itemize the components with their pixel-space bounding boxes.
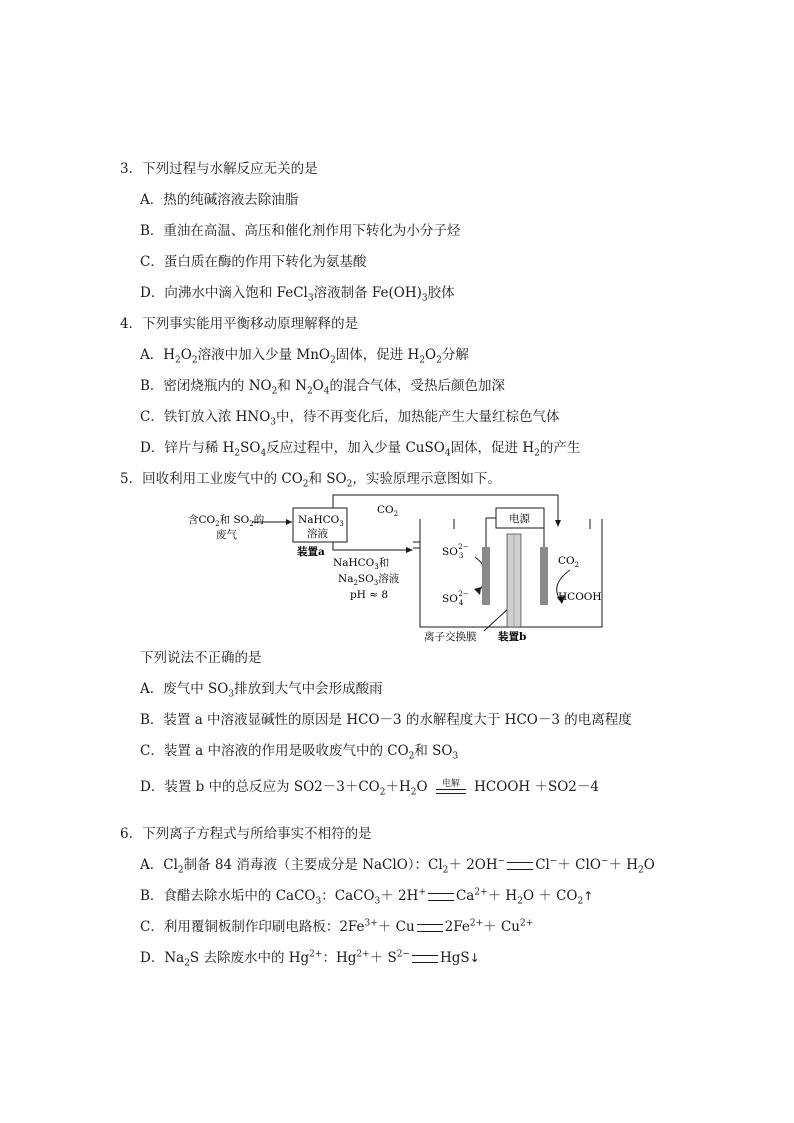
q5-option-b: B．装置 a 中溶液显碱性的原因是 HCO－3 的水解程度大于 HCO－3 的电离程度: [140, 712, 632, 728]
gas-up-arrow-icon: ↑: [583, 889, 594, 903]
equals-sign: [412, 955, 438, 963]
q5-option-a: A．废气中 $SO_3$排放到大气中会形成酸雨: [140, 681, 383, 700]
q3-option-c: C．蛋白质在酶的作用下转化为氨基酸: [140, 254, 367, 270]
equals-sign: [428, 893, 454, 901]
co2-pipe-label: $CO_2$: [377, 504, 399, 518]
right-electrode: [540, 547, 548, 605]
sulfite-label: $SO_32-$: [442, 543, 469, 560]
sulfate-label: $SO_42-$: [442, 590, 469, 607]
q6-option-d: D．$Na_2S$ 去除废水中的 $Hg^{2+}$：$Hg^{2+}+ S^{2-}$ HgS↓: [140, 949, 480, 969]
equals-sign: [417, 924, 443, 932]
q6-option-a: A．$Cl_2$制备 84 消毒液（主要成分是 NaClO）：$Cl_2+ 2OH^-$ $Cl^-+ ClO^-+ H_2O$: [140, 856, 655, 876]
gas-inlet-label: 含$CO_2$和 $SO_2$的: [188, 514, 265, 528]
q4-option-c: C．铁钉放入浓 $HNO_3$中，待不再变化后，加热能产生大量红棕色气体: [140, 409, 560, 428]
precipitate-down-arrow-icon: ↓: [469, 951, 480, 965]
q4-option-a: A．$H_2O_2$溶液中加入少量 MnO$_2$固体，促进 $H_2O_2$分解: [140, 347, 469, 366]
q3-option-d: D．向沸水中滴入饱和 FeCl$_3$溶液制备 $Fe(OH)_3$胶体: [140, 285, 455, 304]
q5-option-d: D．装置 b 中的总反应为 $SO2-3+CO_2+H_2O$ 电解 HCOOH ＋SO2－4: [140, 778, 599, 798]
q6-option-c: C．利用覆铜板制作印刷电路板：$2Fe^{3+}+ Cu$ $2Fe^{2+}+ Cu^{2+}$: [140, 918, 534, 935]
box-a-label: NaHCO$_3$: [298, 514, 344, 528]
q5-option-c: C．装置 a 中溶液的作用是吸收废气中的 $CO_2$和 $SO_3$: [140, 743, 459, 762]
q3-option-a: A．热的纯碱溶液去除油脂: [140, 192, 299, 208]
q6-stem: 6．下列离子方程式与所给事实不相符的是: [120, 826, 372, 842]
hcooh-label: HCOOH: [558, 591, 602, 603]
q5-ask: 下列说法不正确的是: [140, 650, 262, 666]
electrolysis-arrow: 电解: [434, 779, 468, 797]
solution-ph-label: pH ≈ 8: [350, 589, 389, 601]
solution-label-2: $Na_2SO_3$溶液: [338, 573, 400, 587]
q5-stem: 5．回收利用工业废气中的 $CO_2$和 $SO_2$，实验原理示意图如下。: [120, 471, 501, 490]
q3-option-b: B．重油在高温、高压和催化剂作用下转化为小分子烃: [140, 223, 461, 239]
gas-inlet-label-2: 废气: [216, 529, 237, 541]
device-a-label: 装置a: [297, 546, 325, 558]
q6-option-b: B．食醋去除水垢中的 CaCO$_3$：CaCO$_3$＋ 2H+ $Ca^{2+}+ H_2O$ ＋ $CO_2↑$: [140, 887, 594, 907]
q4-option-b: B．密闭烧瓶内的 $NO_2$和 $N_2O_4$的混合气体，受热后颜色加深: [140, 378, 505, 397]
solution-label-1: NaHCO$_3$和: [333, 557, 390, 571]
left-electrode: [482, 547, 490, 605]
q4-option-d: D．锌片与稀 $H_2SO_4$反应过程中，加入少量 CuSO$_4$固体，促进 $H_2$的产生: [140, 440, 581, 459]
equals-sign: [507, 862, 533, 870]
q3-stem: 3．下列过程与水解反应无关的是: [120, 161, 318, 177]
box-a-label-2: 溶液: [307, 528, 328, 540]
co2-cathode-label: $CO_2$: [558, 555, 580, 569]
device-b-label: 装置b: [498, 631, 527, 642]
membrane-label: 离子交换膜: [424, 631, 477, 642]
experiment-diagram: [180, 492, 620, 642]
power-label: 电源: [509, 513, 530, 525]
q4-stem: 4．下列事实能用平衡移动原理解释的是: [120, 316, 359, 332]
